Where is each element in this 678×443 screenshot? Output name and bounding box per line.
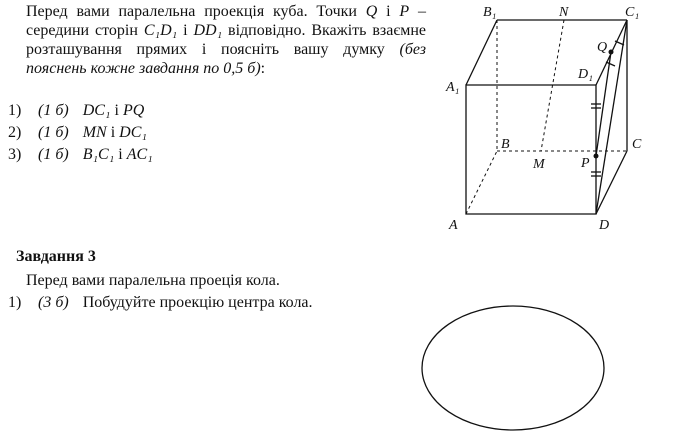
segment-c1d1-symbol: C₁D₁ (143, 22, 178, 39)
tick-mark (606, 62, 615, 66)
item-points: (1 б) (38, 102, 69, 119)
label-m: M (533, 157, 545, 172)
label-c: C (632, 137, 642, 152)
point-p (594, 154, 599, 159)
segment-dd1-symbol: DD₁ (193, 22, 223, 39)
intro-text-3: – середини сторін (26, 3, 427, 39)
label-b: B (501, 137, 510, 152)
label-a: A (449, 218, 458, 233)
edge-a1-b1 (466, 20, 497, 85)
intro-text-4: і (177, 22, 194, 39)
points-note: (без пояснень кожне завдання по 0,5 б) (26, 41, 426, 77)
label-b1: B₁ (483, 5, 497, 20)
intro-text-2: і (377, 3, 400, 20)
label-q: Q (597, 40, 608, 55)
intro-text-1: Перед вами паралельна проекція куба. Точки (26, 3, 366, 20)
label-d: D (599, 218, 610, 233)
item-text: Побудуйте проекцію центра кола. (82, 294, 313, 311)
item-points: (1 б) (38, 124, 69, 141)
line-a: MN (82, 124, 107, 141)
item-number: 1) (8, 294, 22, 311)
label-n: N (559, 5, 569, 20)
hidden-edge-a-b (466, 151, 497, 214)
conjunction: і (106, 124, 120, 141)
line-b: DC₁ (119, 124, 147, 141)
point-p-symbol: P (399, 3, 410, 20)
item-number: 1) (8, 102, 22, 119)
item-number: 3) (8, 146, 22, 163)
line-a: B₁C₁ (82, 146, 115, 163)
point-q-symbol: Q (365, 3, 378, 20)
conjunction: і (114, 146, 127, 163)
item-points: (3 б) (38, 294, 69, 311)
label-p: P (581, 156, 590, 171)
intro-text-5: відповідно. Вкажіть взаємне розташування прямих і поясніть вашу думку (26, 22, 426, 58)
conjunction: і (110, 102, 123, 119)
line-b: PQ (122, 102, 145, 119)
line-a: DC₁ (82, 102, 111, 119)
task3-intro: Перед вами паралельна проеція кола. (26, 272, 280, 289)
label-a1: A₁ (446, 80, 460, 95)
label-d1: D₁ (578, 67, 593, 82)
cube-front-face (466, 85, 596, 214)
item-number: 2) (8, 124, 22, 141)
label-c1: C₁ (625, 5, 640, 20)
item-points: (1 б) (38, 146, 69, 163)
task3-heading: Завдання 3 (16, 248, 96, 265)
circle-projection-ellipse (422, 306, 604, 430)
intro-text-6: : (260, 60, 266, 77)
line-b: AC₁ (126, 146, 153, 163)
point-q (609, 50, 614, 55)
